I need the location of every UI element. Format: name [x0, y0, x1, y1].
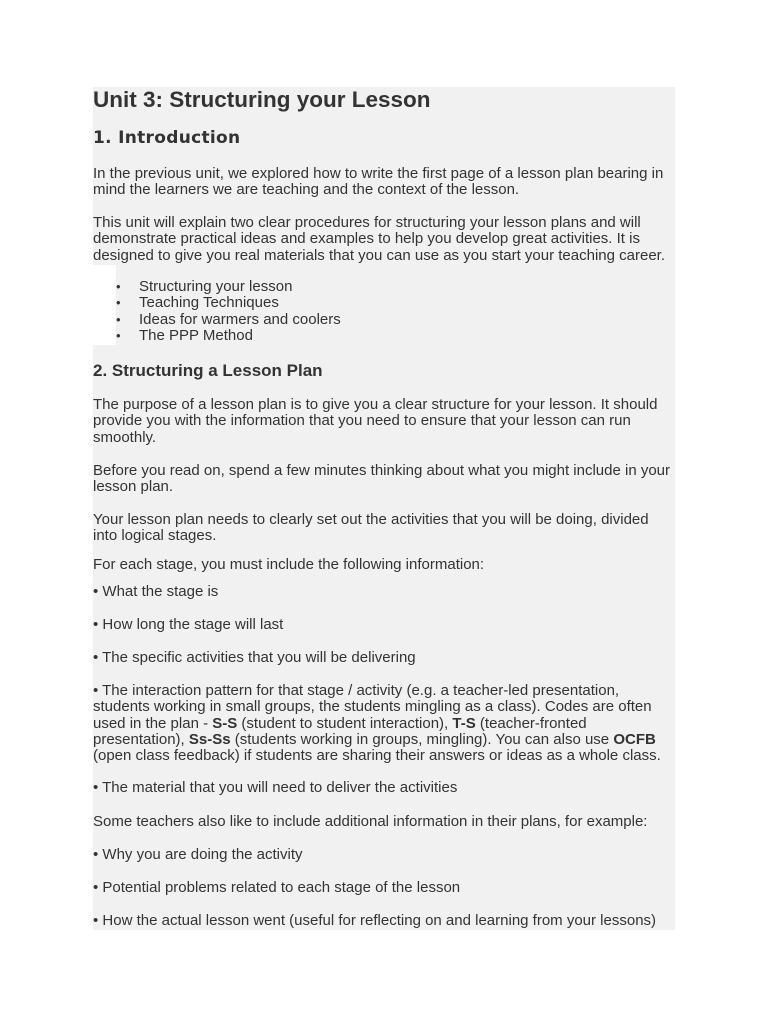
section-heading-structuring: 2. Structuring a Lesson Plan — [93, 361, 323, 380]
structuring-paragraph-5: Some teachers also like to include additional information in their plans, for example: — [93, 813, 648, 830]
section-heading-introduction: 1. Introduction — [93, 128, 241, 148]
intro-paragraph-2: This unit will explain two clear procedures for structuring your lesson plans and will demonstrate practical ideas and examples to help you develop great activities. It is designed to give you real materials that you can use as you start your teaching career. — [93, 214, 665, 264]
extra-item-why: • Why you are doing the activity — [93, 846, 303, 863]
structuring-paragraph-1: The purpose of a lesson plan is to give you a clear structure for your lesson. It should provide you with the information that you need to ensure that your lesson can run smoothly. — [93, 396, 658, 446]
list-item: • Teaching Techniques — [93, 295, 675, 311]
info-item-interaction-pattern — [93, 683, 675, 764]
structuring-paragraph-4: For each stage, you must include the following information: — [93, 556, 485, 573]
info-item-duration: • How long the stage will last — [93, 616, 284, 633]
list-item: • Ideas for warmers and coolers — [93, 312, 675, 328]
list-item: • Structuring your lesson — [93, 279, 675, 295]
interaction-text-a: • The interaction pattern for that stage / activity (e.g. a teacher-led presentation, students working in small groups, the students mingling as a class). Codes are often used in the plan - — [93, 682, 652, 732]
document-page — [93, 87, 675, 930]
code-ss-ss: Ss-Ss — [188, 730, 231, 748]
list-item: • The PPP Method — [93, 328, 675, 344]
structuring-paragraph-2: Before you read on, spend a few minutes thinking about what you might include in your lesson plan. — [93, 462, 671, 496]
interaction-text-e: (open class feedback) if students are sharing their answers or ideas as a whole class. — [93, 747, 661, 765]
interaction-text-b: (student to student interaction), — [237, 714, 453, 732]
info-item-stage: • What the stage is — [93, 583, 219, 600]
info-item-material: • The material that you will need to deliver the activities — [93, 779, 458, 796]
code-t-s: T-S — [452, 714, 476, 732]
intro-paragraph-1: In the previous unit, we explored how to write the first page of a lesson plan bearing in mind the learners we are teaching and the context of the lesson. — [93, 165, 664, 199]
structuring-paragraph-3: Your lesson plan needs to clearly set out the activities that you will be doing, divided into logical stages. — [93, 511, 649, 545]
extra-item-problems: • Potential problems related to each stage of the lesson — [93, 879, 461, 896]
page-title: Unit 3: Structuring your Lesson — [93, 87, 431, 112]
interaction-text-c: (teacher-fronted presentation), — [93, 714, 587, 748]
extra-item-reflection: • How the actual lesson went (useful for reflecting on and learning from your lessons) — [93, 912, 657, 929]
interaction-text-d: (students working in groups, mingling). You can also use — [230, 730, 614, 748]
code-s-s: S-S — [212, 714, 238, 732]
code-ocfb: OCFB — [613, 730, 656, 748]
info-item-activities: • The specific activities that you will be delivering — [93, 649, 416, 666]
topics-list — [93, 279, 675, 344]
